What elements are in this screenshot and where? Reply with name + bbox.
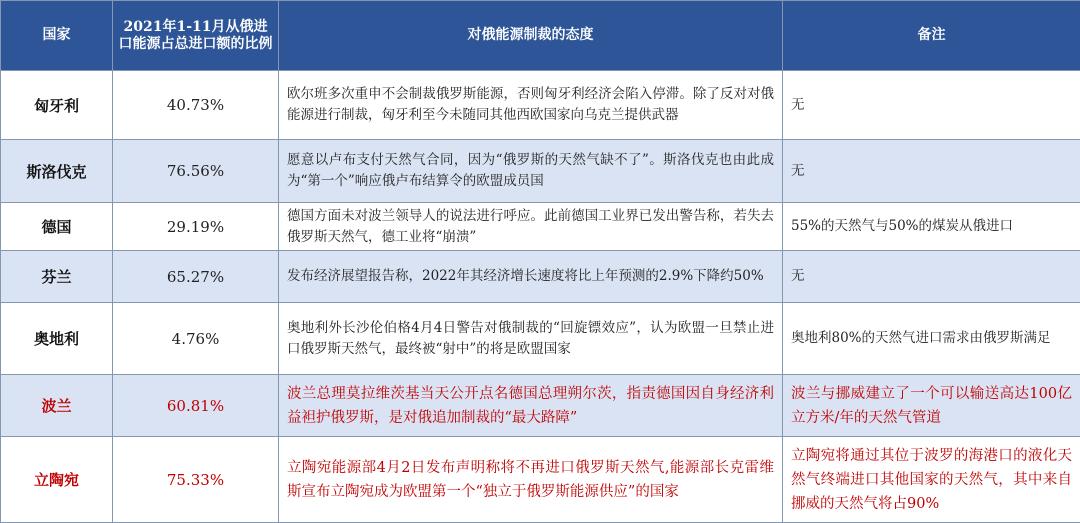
table-header: [1, 1, 1080, 71]
attitude-cell: 立陶宛能源部4月2日发布声明称将不再进口俄罗斯天然气,能源部长克雷维斯宣布立陶宛成为欧盟第一个“独立于俄罗斯能源供应”的国家: [279, 437, 783, 523]
country-cell: 奥地利: [1, 303, 113, 375]
ratio-cell: 60.81%: [113, 375, 279, 437]
header-note: 备注: [783, 1, 1080, 71]
note-cell: 无: [783, 251, 1080, 303]
attitude-cell: 愿意以卢布支付天然气合同，因为“俄罗斯的天然气缺不了”。斯洛伐克也由此成为“第一个”响应俄卢布结算令的欧盟成员国: [279, 140, 783, 203]
ratio-cell: 76.56%: [113, 140, 279, 203]
header-ratio: 2021年1-11月从俄进口能源占总进口额的比例: [113, 1, 279, 71]
country-cell: 德国: [1, 203, 113, 251]
header-country: 国家: [1, 1, 113, 71]
note-cell: 55%的天然气与50%的煤炭从俄进口: [783, 203, 1080, 251]
header-attitude: 对俄能源制裁的态度: [279, 1, 783, 71]
attitude-cell: 发布经济展望报告称，2022年其经济增长速度将比上年预测的2.9%下降约50%: [279, 251, 783, 303]
ratio-cell: 40.73%: [113, 71, 279, 140]
table-row: [1, 375, 1080, 437]
ratio-cell: 29.19%: [113, 203, 279, 251]
table-row: [1, 437, 1080, 523]
table-row: [1, 140, 1080, 203]
note-cell: 奥地利80%的天然气进口需求由俄罗斯满足: [783, 303, 1080, 375]
table-row: [1, 303, 1080, 375]
table-row: [1, 71, 1080, 140]
attitude-cell: 欧尔班多次重申不会制裁俄罗斯能源，否则匈牙利经济会陷入停滞。除了反对对俄能源进行制裁，匈牙利至今未随同其他西欧国家向乌克兰提供武器: [279, 71, 783, 140]
note-cell: 波兰与挪威建立了一个可以输送高达100亿立方米/年的天然气管道: [783, 375, 1080, 437]
country-cell: 立陶宛: [1, 437, 113, 523]
note-cell: 无: [783, 140, 1080, 203]
table-row: [1, 203, 1080, 251]
country-cell: 波兰: [1, 375, 113, 437]
country-cell: 匈牙利: [1, 71, 113, 140]
country-cell: 斯洛伐克: [1, 140, 113, 203]
ratio-cell: 65.27%: [113, 251, 279, 303]
ratio-cell: 4.76%: [113, 303, 279, 375]
note-cell: 立陶宛将通过其位于波罗的海港口的液化天然气终端进口其他国家的天然气，其中来自挪威的天然气将占90%: [783, 437, 1080, 523]
ratio-cell: 75.33%: [113, 437, 279, 523]
attitude-cell: 奥地利外长沙伦伯格4月4日警告对俄制裁的“回旋镖效应”，认为欧盟一旦禁止进口俄罗斯天然气，最终被“射中”的将是欧盟国家: [279, 303, 783, 375]
attitude-cell: 德国方面未对波兰领导人的说法进行呼应。此前德国工业界已发出警告称，若失去俄罗斯天然气，德工业将“崩溃”: [279, 203, 783, 251]
table-row: [1, 251, 1080, 303]
header-row: [1, 1, 1080, 71]
table-body: [1, 71, 1080, 523]
attitude-cell: 波兰总理莫拉维茨基当天公开点名德国总理朔尔茨，指责德国因自身经济利益袒护俄罗斯，是对俄追加制裁的“最大路障”: [279, 375, 783, 437]
note-cell: 无: [783, 71, 1080, 140]
country-cell: 芬兰: [1, 251, 113, 303]
